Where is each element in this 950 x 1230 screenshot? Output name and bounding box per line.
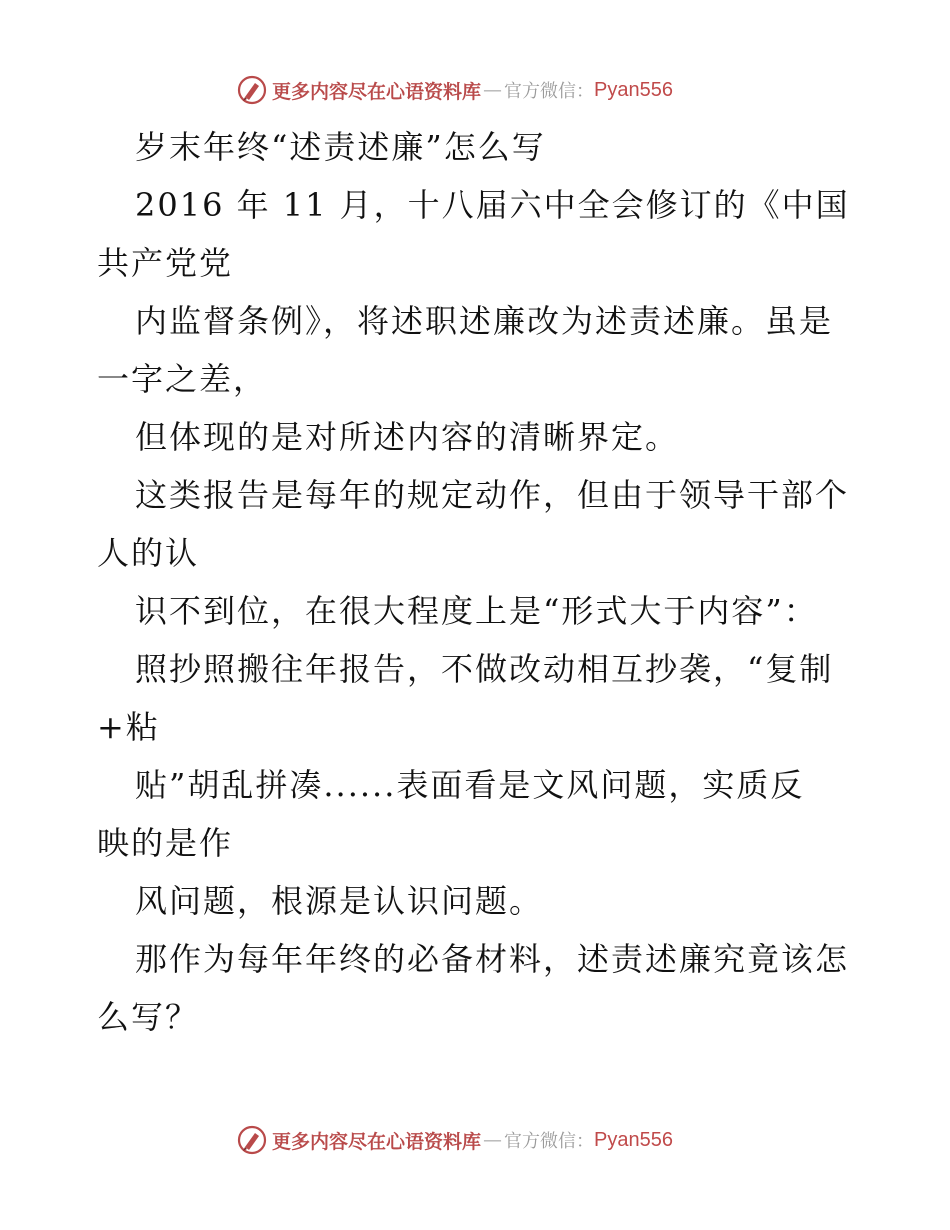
watermark-wechat-label: 官方微信： — [504, 1131, 595, 1152]
pen-circle-icon — [236, 74, 268, 106]
doc-line: 那作为每年年终的必备材料，述责述廉究竟该怎 — [135, 940, 850, 978]
header-watermark — [236, 72, 673, 108]
watermark-site-text: 更多内容尽在心语资料库 — [272, 1130, 482, 1153]
doc-line: 风问题，根源是认识问题。 — [135, 882, 544, 920]
doc-line: 2016 年 11 月，十八届六中全会修订的《中国 — [135, 186, 850, 224]
doc-line: 映的是作 — [97, 824, 234, 862]
doc-line: 人的认 — [97, 534, 200, 572]
doc-line-title: 岁末年终“述责述廉”怎么写 — [135, 128, 546, 166]
doc-line: 这类报告是每年的规定动作，但由于领导干部个 — [135, 476, 850, 514]
watermark-wechat-id: Pyan556 — [594, 78, 673, 101]
watermark-wechat-label: 官方微信： — [504, 81, 595, 102]
doc-line: 照抄照搬往年报告，不做改动相互抄袭，“复制 — [135, 650, 834, 688]
doc-line: +粘 — [97, 708, 160, 746]
doc-line: 一字之差， — [97, 360, 268, 398]
footer-watermark — [236, 1122, 673, 1158]
watermark-site-text: 更多内容尽在心语资料库 — [272, 80, 482, 103]
doc-line: 共产党党 — [97, 244, 234, 282]
doc-line: 识不到位，在很大程度上是“形式大于内容”： — [135, 592, 818, 630]
watermark-wechat-id: Pyan556 — [594, 1128, 673, 1151]
doc-line: 贴”胡乱拼凑......表面看是文风问题，实质反 — [135, 766, 805, 804]
doc-line: 么写？ — [97, 998, 200, 1036]
document-body — [97, 118, 857, 1046]
pen-circle-icon — [236, 1124, 268, 1156]
watermark-dash: — — [483, 1129, 503, 1151]
watermark-dash: — — [483, 79, 503, 101]
doc-line: 内监督条例》，将述职述廉改为述责述廉。虽是 — [135, 302, 834, 340]
doc-line: 但体现的是对所述内容的清晰界定。 — [135, 418, 680, 456]
